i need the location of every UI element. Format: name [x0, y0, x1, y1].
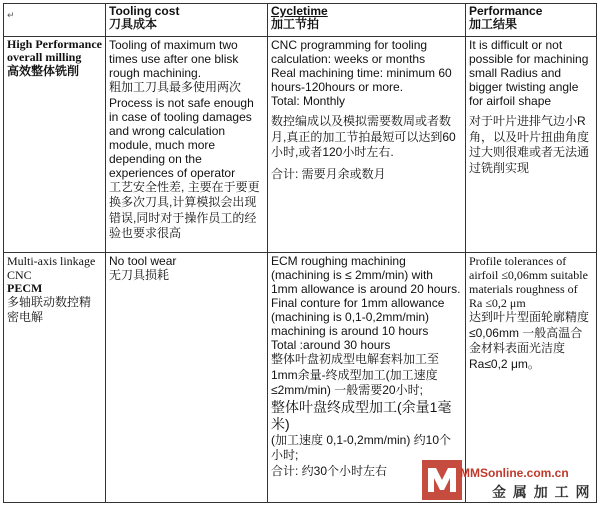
row-pecm-cycle-cn4: 合计: 约30个小时左右 — [271, 463, 388, 478]
row-pecm-cycle-cn3: (加工速度 0,1-0,2mm/min) 约10个小时; — [271, 432, 452, 462]
row-milling-perf-cn: 对于叶片进排气边小R角，以及叶片扭曲角度过大则很难或者无法通过铣削实现 — [469, 114, 590, 175]
row-milling-tooling-cn: 粗加工刀具最多使用两次 — [109, 80, 242, 94]
header-row — [4, 4, 597, 37]
row-milling-tooling-en2: Process is not safe enough in case of tooling damages and wrong calculation module, much more depending on the experiences of operator — [109, 95, 254, 180]
row-milling-cycle-cn2: 合计: 需要月余或数月 — [271, 166, 386, 181]
header-perf-cell — [466, 4, 597, 37]
row-milling-side-cn: 高效整体铣削 — [7, 64, 80, 78]
header-corner-cell: ↵ — [4, 4, 106, 37]
watermark-logo — [418, 452, 600, 509]
row-pecm-side-en1: Multi-axis linkage CNC — [7, 254, 96, 282]
row-milling-cycle-cn1: 数控编成以及模拟需要数周或者数月,真正的加工节拍最短可以达到60小时,或者120小时左右. — [271, 114, 456, 159]
header-tooling-en: Tooling cost — [109, 4, 180, 18]
header-perf-en: Performance — [469, 4, 543, 18]
row-pecm-perf-en: Profile tolerances of airfoil ≤0,06mm suitable materials roughness of Ra ≤0,2 μm — [469, 254, 588, 310]
row-milling-side-en: High Performance overall milling — [7, 37, 102, 64]
header-cycle-cn: 加工节拍 — [271, 17, 320, 31]
row-pecm-cycle-en1: ECM roughing machining (machining is ≤ 2mm/min) with 1mm allowance is around 20 hours. Final conture for 1mm allowance (machining is 0,1-0,2mm/min) machining is around 10 hours — [271, 254, 461, 338]
watermark-name: 金 属 加 工 网 — [492, 485, 591, 501]
header-tooling-cn: 刀具成本 — [109, 17, 158, 31]
header-cycle-en: Cycletime — [271, 4, 328, 18]
row-pecm-side-cell — [4, 253, 106, 503]
row-milling-tooling-cell — [106, 37, 268, 253]
row-milling-perf-en: It is difficult or not possible for machining small Radius and bigger twisting angle for airfoil shape — [469, 38, 589, 108]
row-pecm-cycle-cn1: 整体叶盘初成型电解套料加工至1mm余量-终成型加工(加工速度≤2mm/min) 一般需要20小时; — [271, 352, 440, 397]
header-perf-cn: 加工结果 — [469, 17, 518, 31]
row-pecm-side-en2: PECM — [7, 281, 43, 295]
row-milling — [4, 37, 597, 253]
row-milling-cycle-en1: CNC programming for tooling calculation: weeks or months — [271, 38, 428, 66]
row-pecm-tooling-cell — [106, 253, 268, 503]
row-milling-tooling-en: Tooling of maximum two times use after one blisk rough machining. — [109, 38, 239, 80]
row-milling-side-cell — [4, 37, 106, 253]
row-milling-cycle-cell — [268, 37, 466, 253]
row-pecm-tooling-cn: 无刀具损耗 — [109, 268, 170, 282]
header-tooling-cell — [106, 4, 268, 37]
row-pecm-tooling-en: No tool wear — [109, 254, 177, 268]
row-milling-cycle-en2: Real machining time: minimum 60 hours-120hours or more. — [271, 66, 452, 94]
row-milling-perf-cell — [466, 37, 597, 253]
watermark-site: MMSonline.com.cn — [460, 466, 569, 480]
comparison-table — [3, 3, 597, 503]
row-pecm-side-cn: 多轴联动数控精密电解 — [7, 295, 92, 324]
header-cycle-cell — [268, 4, 466, 37]
row-milling-cycle-en3: Total: Monthly — [271, 94, 346, 108]
row-milling-tooling-cn2: 工艺安全性差, 主要在于要更换多次刀具,计算模拟会出现错误,同时对于操作员工的经验也要求很高 — [109, 179, 260, 240]
row-pecm-perf-cn: 达到叶片型面轮廓精度≤0,06mm 一般高温合金材料表面光洁度Ra≤0,2 μm。 — [469, 310, 590, 371]
mm-logo-icon — [422, 460, 462, 500]
row-pecm-cycle-cn2: 整体叶盘终成型加工(余量1毫米) — [271, 398, 452, 432]
row-pecm-cycle-en2: Total :around 30 hours — [271, 338, 391, 352]
